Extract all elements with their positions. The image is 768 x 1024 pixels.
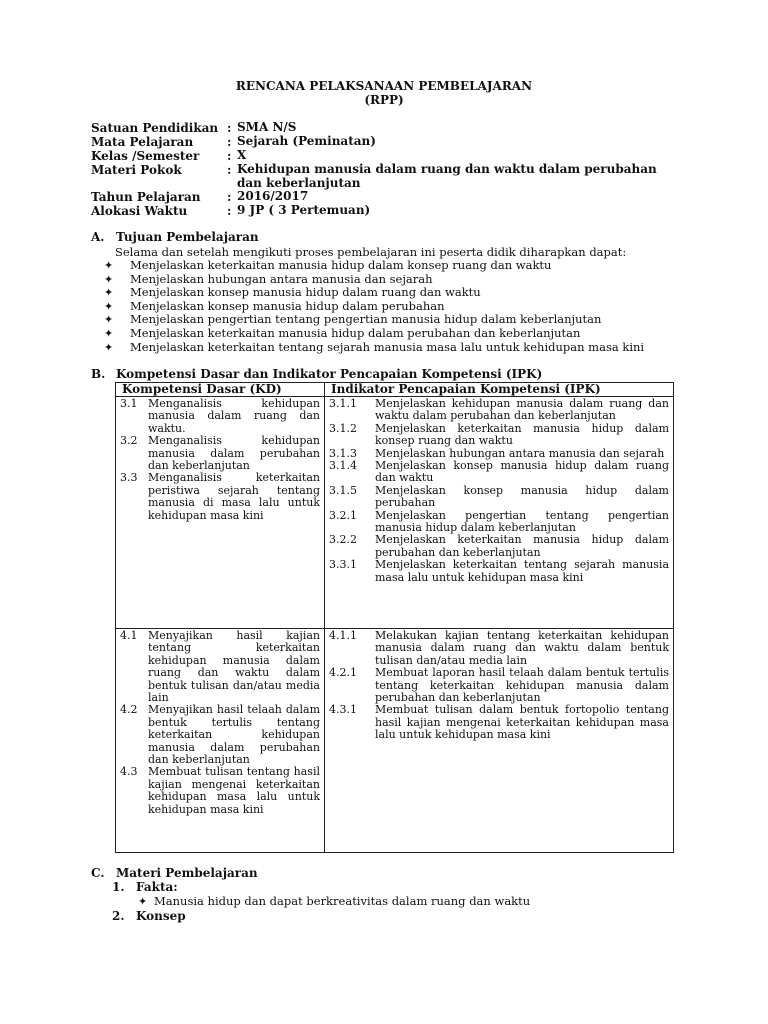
subsection-fakta: 1. Fakta: — [112, 880, 178, 894]
subsection-konsep: 2. Konsep — [112, 909, 186, 923]
info-label: Kelas /Semester — [91, 149, 200, 163]
list-item: 4.2 Menyajikan hasil telaah dalam bentuk tertulis tentang keterkaitan kehidupan manusia dalam perubahan dan keberlanjutan — [120, 703, 320, 767]
info-value: 2016/2017 — [237, 189, 309, 203]
list-item: 3.2 Menganalisis kehidupan manusia dalam perubahan dan keberlanjutan — [120, 434, 320, 473]
competency-table — [115, 382, 674, 853]
info-label: Alokasi Waktu — [91, 204, 188, 218]
kd-cell — [116, 629, 325, 853]
list-item: 3.1.1 Menjelaskan kehidupan manusia dalam ruang dan waktu dalam perubahan dan keberlanjutan — [329, 397, 669, 423]
info-value: Sejarah (Peminatan) — [237, 134, 376, 148]
list-item: 3.1.3 Menjelaskan hubungan antara manusia dan sejarah — [329, 446, 665, 460]
kd-cell — [116, 397, 325, 629]
list-item: 3.1 Menganalisis kehidupan manusia dalam ruang dan waktu. — [120, 397, 320, 435]
list-item: ✦ Menjelaskan keterkaitan manusia hidup dalam konsep ruang dan waktu — [104, 258, 552, 272]
document-subtitle: (RPP) — [364, 93, 404, 107]
list-item: ✦ Menjelaskan pengertian tentang pengertian manusia hidup dalam keberlanjutan — [104, 312, 602, 327]
table-row — [116, 397, 674, 629]
four-point-star-icon: ✦ — [104, 272, 114, 286]
list-item: ✦ Manusia hidup dan dapat berkreativitas dalam ruang dan waktu — [138, 894, 531, 908]
info-label: Mata Pelajaran — [91, 135, 194, 149]
list-item: 4.1 Menyajikan hasil kajian tentang keterkaitan kehidupan manusia dalam ruang dan waktu dalam bentuk tulisan dan/atau media lain — [120, 629, 320, 705]
column-header-kd: Kompetensi Dasar (KD) — [116, 383, 325, 397]
document-page: RENCANA PELAKSANAAN PEMBELAJARAN (RPP) Satuan Pendidikan : SMA N/S Mata Pelajaran : Sejarah (Peminatan) Kelas /Semester : X Materi Pokok : Kehidupan manusia dalam ruang dan waktu dalam perubahan dan keberlanjutan Tahun Pelajaran : 2016/2017 Alokasi Waktu : 9 JP ( 3 Pertemuan) A. Tujuan Pembelajaran Selama dan setelah mengikuti proses pembelajaran ini peserta didik diharapkan dapat: ✦ Menjelaskan keterkaitan manusia hidup dalam konsep ruang dan waktu ✦ Menjelaskan hubungan antara manusia dan sejarah ✦ Menjelaskan konsep manusia hidup dalam ruang dan waktu ✦ Menjelaskan konsep manusia hidup dalam perubahan ✦ Menjelaskan pengertian tentang pengertian manusia hidup dalam keberlanjutan ✦ Menjelaskan keterkaitan manusia hidup dalam perubahan dan keberlanjutan ✦ Menjelaskan keterkaitan tentang sejarah manusia masa lalu untuk kehidupan masa kini B. Kompetensi Dasar dan Indikator Pencapaian Kompetensi (IPK) Kompetensi Dasar (KD) Indikator Pencapaian Kompetensi (IPK) 3.1 Menganalisis kehidupan manusia dalam ruang dan waktu. 3.2 Menganalisis kehidupan manusia dalam perubahan dan keberlanjutan 3.3 Menganalisis keterkaitan peristiwa sejarah tentang manusia di masa lalu untuk kehidupan masa kini 3.1.1 Menjelaskan kehidupan manusia dalam ruang dan waktu dalam perubahan dan keberlanjutan 3.1.2 Menjelaskan keterkaitan manusia hidup dalam konsep ruang dan waktu 3.1.3 Menjelaskan hubungan antara manusia dan sejarah 3.1.4 Menjelaskan konsep manusia hidup dalam ruang dan waktu 3.1.5 Menjelaskan konsep manusia hidup dalam perubahan 3.2.1 Menjelaskan pengertian tentang pengertian manusia hidup dalam keberlanjutan 3.2.2 Menjelaskan keterkaitan manusia hidup dalam perubahan dan keberlanjutan 3.3.1 Menjelaskan keterkaitan tentang sejarah manusia masa lalu untuk kehidupan masa kini 4.1 Menyajikan hasil kajian tentang keterkaitan kehidupan manusia dalam ruang dan waktu dalam bentuk tulisan dan/atau media lain 4.2 Menyajikan hasil telaah dalam bentuk tertulis tentang keterkaitan kehidupan manusia dalam perubahan dan keberlanjutan 4.3 Membuat tulisan tentang hasil kajian mengenai keterkaitan kehidupan masa lalu untuk kehidupan masa kini 4.1.1 Melakukan kajian tentang keterkaitan kehidupan manusia dalam ruang dan waktu dalam bentuk tulisan dan/atau media lain 4.2.1 Membuat laporan hasil telaah dalam bentuk tertulis tentang keterkaitan kehidupan manusia dalam perubahan dan keberlanjutan 4.3.1 Membuat tulisan dalam bentuk fortopolio tentang hasil kajian mengenai keterkaitan kehidupan masa lalu untuk kehidupan masa kini C. Materi Pembelajaran 1. Fakta: ✦ Manusia hidup dan dapat berkreativitas dalam ruang dan waktu 2. Konsep — [0, 0, 768, 1024]
section-b-heading: B. Kompetensi Dasar dan Indikator Pencapaian Kompetensi (IPK) — [91, 367, 543, 381]
list-item: 3.3 Menganalisis keterkaitan peristiwa sejarah tentang manusia di masa lalu untuk kehidupan masa kini — [120, 471, 320, 522]
list-item: 3.1.5 Menjelaskan konsep manusia hidup dalam perubahan — [329, 483, 669, 510]
four-point-star-icon: ✦ — [138, 895, 148, 908]
table-header-row — [116, 383, 674, 397]
list-item: 3.1.2 Menjelaskan keterkaitan manusia hidup dalam konsep ruang dan waktu — [329, 421, 669, 448]
table-row — [116, 629, 674, 853]
document-title: RENCANA PELAKSANAAN PEMBELAJARAN — [235, 79, 533, 93]
list-item: ✦ Menjelaskan konsep manusia hidup dalam ruang dan waktu — [104, 285, 481, 300]
section-a-intro: Selama dan setelah mengikuti proses pembelajaran ini peserta didik diharapkan dapat: — [115, 245, 627, 259]
section-a-heading: A. Tujuan Pembelajaran — [91, 230, 259, 244]
objectives-list — [104, 259, 644, 354]
info-value: SMA N/S — [237, 120, 297, 134]
list-item: 4.3 Membuat tulisan tentang hasil kajian mengenai keterkaitan kehidupan masa lalu untuk kehidupan masa kini — [120, 765, 320, 816]
list-item: 3.3.1 Menjelaskan keterkaitan tentang sejarah manusia masa lalu untuk kehidupan masa kini — [329, 558, 669, 584]
list-item: ✦ Menjelaskan hubungan antara manusia dan sejarah — [104, 271, 433, 286]
list-item: ✦ Menjelaskan keterkaitan tentang sejarah manusia masa lalu untuk kehidupan masa kini — [104, 339, 645, 354]
ipk-cell — [325, 629, 674, 853]
ipk-cell — [325, 397, 674, 629]
info-label: Satuan Pendidikan — [91, 121, 219, 135]
four-point-star-icon: ✦ — [104, 299, 114, 313]
list-item: 4.3.1 Membuat tulisan dalam bentuk fortopolio tentang hasil kajian mengenai keterkaitan kehidupan masa lalu untuk kehidupan masa kini — [329, 703, 669, 742]
list-item: 4.1.1 Melakukan kajian tentang keterkaitan kehidupan manusia dalam ruang dan waktu dalam bentuk tulisan dan/atau media lain — [329, 629, 669, 667]
info-value: Kehidupan manusia dalam ruang dan waktu dalam perubahan dan keberlanjutan — [237, 162, 657, 190]
list-item: ✦ Menjelaskan konsep manusia hidup dalam perubahan — [104, 298, 445, 313]
section-c-heading: C. Materi Pembelajaran — [91, 866, 258, 880]
info-value: X — [237, 148, 247, 162]
four-point-star-icon: ✦ — [104, 286, 114, 300]
list-item: 3.1.4 Menjelaskan konsep manusia hidup dalam ruang dan waktu — [329, 459, 669, 485]
info-label: Materi Pokok — [91, 163, 182, 177]
four-point-star-icon: ✦ — [104, 313, 114, 327]
four-point-star-icon: ✦ — [104, 340, 114, 354]
column-header-ipk: Indikator Pencapaian Kompetensi (IPK) — [325, 383, 674, 397]
four-point-star-icon: ✦ — [104, 326, 114, 340]
four-point-star-icon: ✦ — [104, 259, 114, 272]
list-item: 3.2.2 Menjelaskan keterkaitan manusia hidup dalam perubahan dan keberlanjutan — [329, 533, 669, 559]
info-label: Tahun Pelajaran — [91, 190, 201, 204]
list-item: 3.2.1 Menjelaskan pengertian tentang pengertian manusia hidup dalam keberlanjutan — [329, 508, 669, 535]
info-value: 9 JP ( 3 Pertemuan) — [237, 203, 371, 217]
list-item: 4.2.1 Membuat laporan hasil telaah dalam bentuk tertulis tentang keterkaitan kehidupan manusia dalam perubahan dan keberlanjutan — [329, 666, 669, 705]
list-item: ✦ Menjelaskan keterkaitan manusia hidup dalam perubahan dan keberlanjutan — [104, 325, 581, 340]
